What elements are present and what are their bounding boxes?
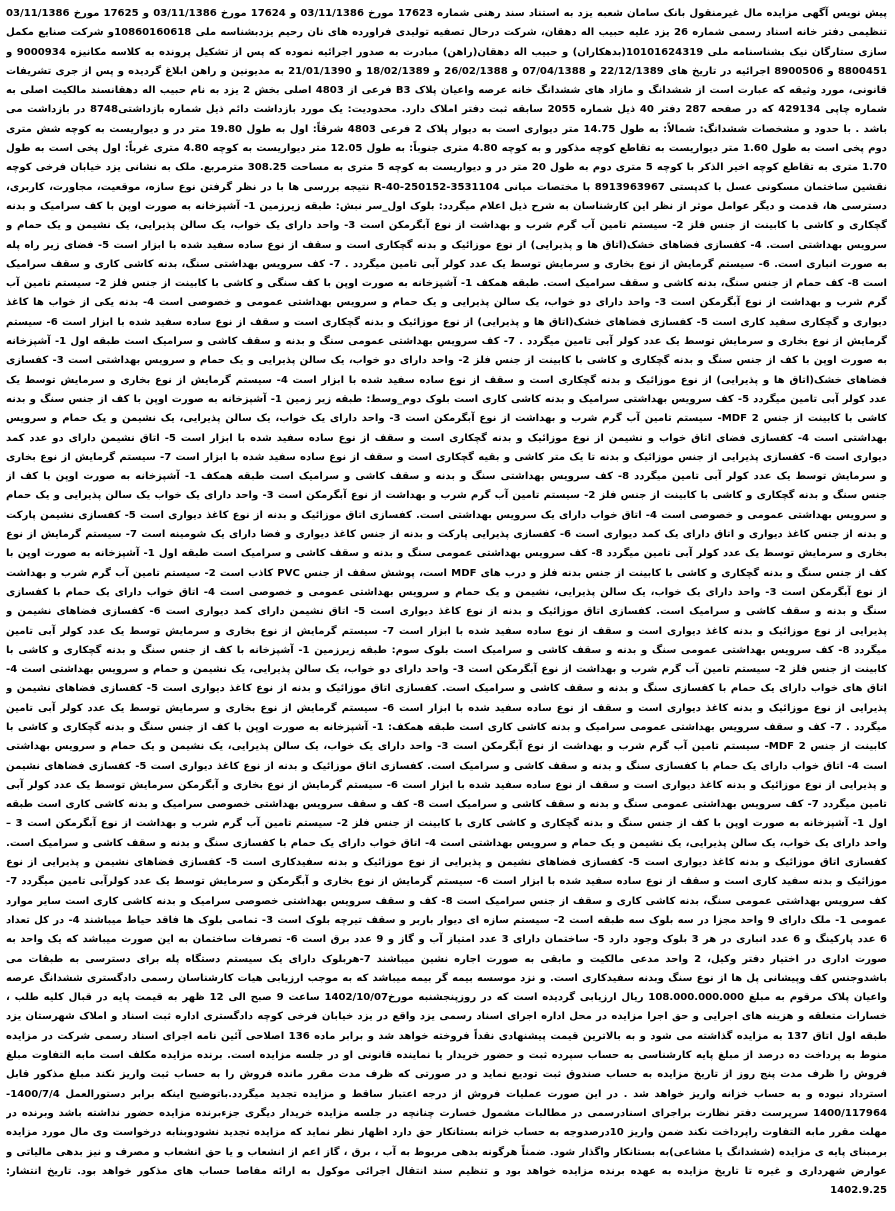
notice-body: پیش نویس آگهی مزایده مال غیرمنقول بانک سامان شعبه یزد به استناد سند رهنی شماره 17623 مورخ 03/11/1386 و 17624 مورخ 03/11/1386 و 17625 مورخ 03/11/1386 تنظیمی دفتر خانه اسناد رسمی شماره 26 یزد علیه حبیب اله دهقان، شرکت درحال تصفیه تولیدی فراورده های نان رحیم یزدبشناسه ملی 10860160618و شرکت صنایع مکمل سازی ستارگان نیک بشناسنامه ملی 10101624319(بدهکاران) و حبیب اله دهقان(راهن) مبادرت به صدور اجرائیه نموده که پس از تشکیل پرونده به کلاسه مکانیزه 9000934 و 8800451 و 8900506 اجرائیه در تاریخ های 22/12/1389 و 07/04/1388 و 26/02/1388 و 18/02/1389 و 21/01/1390 به مدیونین و راهن ابلاغ گردیده و پس از جری تشریفات قانونی، مورد وثیقه که عبارت است از ششدانگ و مازاد های ششدانگ خانه عرصه واعیان پلاک B3 فرعی از 4803 اصلی بخش 2 یزد به نام حبیب اله دهقانسند مالکیت اصلی به شماره چاپی 429134 که در صفحه 287 دفتر 40 ذیل شماره 2055 سابقه ثبت دفتر املاک دارد. محدودیت: یک مورد بازداشت دائم ذیل شماره بازداشتی8748 در بازداشت می باشد . با حدود و مشخصات ششدانگ: شمالاً: به طول 14.75 متر دیواری است به دیوار پلاک 2 فرعی 4803 شرقاً: اول به طول 19.80 متر در و دیواریست به کوچه شش متری دوم پخی است به طول 1.60 متر دیواریست به تقاطع کوچه مذکور و به کوچه 4.80 متری جنوباً: به طول 12.05 متر دیواریست به کوچه 4.80 متری غرباً: اول پخی است به طول 1.70 متری به تقاطع کوچه اخیر الذکر با کوچه 5 متری دوم به طول 20 متر در و دیواریست به کوچه 5 متری به مساحت 308.25 مترمربع. ملک به نشانی یزد خیابان فرخی کوچه نقشین ساختمان مسکونی عسل با کدپستی 8913963967 با مختصات میانی 3531104-250152-R-40 نتیجه بررسی ها با در نظر گرفتن نوع سازه، موقعیت، مجاورت، کاربری، دسترسی ها، قدمت و دیگر عوامل موثر از نظر این کارشناسان به شرح ذیل اعلام میگردد: بلوک اول_سر نبش: طبقه زیرزمین 1- آشپزخانه به صورت اوپن با کف سرامیک و بدنه گچکاری و کاشی با کابینت از جنس فلز 2- سیستم تامین آب گرم شرب و بهداشت از نوع آبگرمکن است 3- واحد دارای یک خواب، یک سالن پذیرایی، یک نشیمن و یک حمام و سرویس بهداشتی است. 4- کفسازی فضاهای خشک(اتاق ها و پذیرایی) از نوع موزائیک و بدنه گچکاری است و سقف از نوع ساده سفید شده با ابزار است 5- فضای زیر راه پله به صورت انباری است. 6- سیستم گرمایش از نوع بخاری و سرمایش توسط یک عدد کولر آبی تامین میگردد . 7- کف سرویس بهداشتی سنگ، بدنه کاشی کاری و سقف سرامیک است 8- کف حمام از جنس سنگ، بدنه کاشی و سقف سرامیک است. طبقه همکف 1- آشپزخانه به صورت اوپن با کف سنگی و کاشی با کابینت از جنس فلز 2- سیستم تامین آب گرم شرب و بهداشت از نوع آبگرمکن است 3- واحد دارای دو خواب، یک سالن پذیرایی و یک حمام و سرویس بهداشتی عمومی و خصوصی است 4- بدنه یکی از خواب ها کاغذ دیواری و گچکاری سفید کاری است 5- کفسازی فضاهای خشک(اتاق ها و پذیرایی) از نوع موزائیک و بدنه گچکاری است و سقف از نوع ساده سفید شده با ابزار است 6- سیستم گرمایش از نوع بخاری و سرمایش توسط یک عدد کولر آبی تامین میگردد . 7- کف سرویس بهداشتی عمومی سنگ و بدنه و سقف کاشی و سرامیک است طبقه اول 1- آشپزخانه به صورت اوپن با کف از جنس سنگ و بدنه گچکاری و کاشی با کابینت از جنس فلز 2- واحد دارای دو خواب، یک سالن پذیرایی و یک حمام و سرویس بهداشتی است 3- کفسازی فضاهای خشک(اتاق ها و پذیرایی) از نوع موزائیک و بدنه گچکاری است و سقف از نوع ساده سفید شده با ابزار است 4- سیستم گرمایش از نوع بخاری و سرمایش توسط یک عدد کولر آبی تامین میگردد 5- کف سرویس بهداشتی سرامیک و بدنه کاشی کاری است بلوک دوم_وسط: طبقه زیر زمین 1- آشپزخانه به صورت اوپن با کف از جنس سنگ و بدنه کاشی با کابینت از جنس MDF 2- سیستم تامین آب گرم شرب و بهداشت از نوع آبگرمکن است 3- واحد دارای یک خواب، یک سالن پذیرایی، یک نشیمن و یک حمام و سرویس بهداشتی است 4- کفسازی فضای اتاق خواب و نشیمن از نوع موزائیک و بدنه گچکاری است و سقف از نوع ساده سفید شده با ابزار است 5- اتاق نشیمن دارای دو عدد کمد دیواری است 6- کفسازی پذیرایی از جنس موزائیک و بدنه تا یک متر کاشی و بقیه گچکاری است و سقف از نوع ساده سفید شده با ابزار است 7- سیستم گرمایش از نوع بخاری و سرمایش توسط یک عدد کولر آبی تامین میگردد 8- کف سرویس بهداشتی سنگ و بدنه و سقف کاشی و سرامیک است طبقه همکف 1- آشپزخانه به صورت اوپن با کف از جنس سنگ و بدنه گچکاری و کاشی با کابینت از جنس فلز 2- سیستم تامین آب گرم شرب و بهداشت از نوع آبگرمکن است 3- واحد دارای یک خواب یک سالن پذیرایی و یک حمام و سرویس بهداشتی عمومی و خصوصی است 4- اتاق خواب دارای یک سرویس بهداشتی است. کفسازی اتاق موزائیک و بدنه از نوع کاغذ دیواری است 5- کفسازی نشیمن پارکت و بدنه از جنس کاغذ دیواری و اتاق دارای یک کمد دیواری است 6- کفسازی پذیرایی پارکت و بدنه از جنس کاغذ دیواری و فضا دارای یک شومینه است 7- سیستم گرمایش از نوع بخاری و سرمایش توسط یک عدد کولر آبی تامین میگردد 8- کف سرویس بهداشتی عمومی سنگ و بدنه و سقف کاشی و سرامیک است طبقه اول 1- آشپزخانه به صورت اوپن با کف از جنس سنگ و بدنه گچکاری و کاشی با کابینت از جنس بدنه فلز و درب های MDF است، پوشش سقف از جنس PVC کاذب است 2- سیستم تامین آب گرم شرب و بهداشت از نوع آبگرمکن است 3- واحد دارای یک خواب، یک سالن پذیرایی، نشیمن و یک حمام و سرویس بهداشتی عمومی و خصوصی است 4- اتاق خواب دارای یک حمام با کفسازی سنگ و بدنه و سقف کاشی و سرامیک است. کفسازی اتاق موزائیک و بدنه از نوع کاغذ دیواری است 5- اتاق نشیمن دارای کمد دیواری است 6- کفسازی فضاهای نشیمن و پذیرایی از نوع موزائیک و بدنه کاغذ دیواری است و سقف از نوع ساده سفید شده با ابزار است 7- سیستم گرمایش از نوع بخاری و سرمایش توسط یک عدد کولر آبی تامین میگردد 8- کف سرویس بهداشتی عمومی سنگ و بدنه و سقف کاشی و سرامیک است بلوک سوم: طبقه زیرزمین 1- آشپزخانه با کف از جنس سنگ و بدنه گچکاری و کاشی با کابینت از جنس فلز 2- سیستم تامین آب گرم شرب و بهداشت از نوع آبگرمکن است 3- واحد دارای دو خواب، یک سالن پذیرایی، یک نشیمن و حمام و سرویس بهداشتی است 4- اتاق های خواب دارای یک حمام با کفسازی سنگ و بدنه و سقف کاشی و سرامیک است. کفسازی اتاق موزائیک و بدنه از نوع کاغذ دیواری است 5- کفسازی فضاهای نشیمن و پذیرایی از نوع موزائیک و بدنه کاغذ دیواری است و سقف از نوع ساده سفید شده با ابزار است 6- سیستم گرمایش از نوع بخاری و سرمایش توسط یک عدد کولر آبی تامین میگردد . 7- کف و سقف سرویس بهداشتی عمومی سرامیک و بدنه کاشی کاری است طبقه همکف: 1- آشپزخانه به صورت اوپن با کف از جنس سنگ و بدنه گچکاری و کاشی با کابینت از جنس MDF 2- سیستم تامین آب گرم شرب و بهداشت از نوع آبگرمکن است 3- واحد دارای یک خواب، یک سالن پذیرایی، یک نشیمن و یک حمام و سرویس بهداشتی است 4- اتاق خواب دارای یک حمام با کفسازی سنگ و بدنه و سقف کاشی و سرامیک است. کفسازی اتاق موزائیک و بدنه از نوع کاغذ دیواری است 5- کفسازی فضاهای نشیمن و پذیرایی از نوع موزائیک و بدنه کاغذ دیواری است و سقف از نوع ساده سفید شده با ابزار است 6- سیستم گرمایش از نوع بخاری و آبگرمکن سرمایش توسط یک عدد کولر آبی تامین میگردد 7- کف سرویس بهداشتی عمومی سنگ و بدنه و سقف کاشی و سرامیک است 8- کف و سقف سرویس بهداشتی خصوصی سرامیک و بدنه کاشی کاری است طبقه اول 1- آشپزخانه به صورت اوپن با کف از جنس سنگ و بدنه گچکاری و کاشی کاری با کابینت از جنس فلز 2- سیستم تامین آب گرم شرب و بهداشت از نوع آبگرمکن است 3 – واحد دارای یک خواب، یک سالن پذیرایی، یک نشیمن و یک حمام و سرویس بهداشتی است 4- اتاق خواب دارای یک حمام با کفسازی سنگ و بدنه و سقف کاشی و سرامیک است. کفسازی اتاق موزائیک و بدنه کاغذ دیواری است 5- کفسازی فضاهای نشیمن و پذیرایی از نوع موزائیک و بدنه سفیدکاری است 5- کفسازی فضاهای نشیمن و پذیرایی از نوع موزائیک و بدنه سفید کاری است و سقف از نوع ساده سفید شده با ابزار است 6- سیستم گرمایش از نوع بخاری و آبگرمکن و سرمایش توسط یک عدد کولرآبی تامین میگردد 7- کف سرویس بهداشتی عمومی سنگ، بدنه کاشی کاری و سقف از جنس سرامیک است 8- کف و سقف سرویس بهداشتی خصوصی سرامیک و بدنه کاشی کاری است سایر موارد عمومی 1- ملک دارای 9 واحد مجزا در سه بلوک سه طبقه است 2- سیستم سازه ای دیوار باربر و سقف تیرچه بلوک است 3- تمامی بلوک ها فاقد حیاط میباشند 4- در کل تعداد 6 عدد پارکینگ و 6 عدد انباری در هر 3 بلوک وجود دارد 5- ساختمان دارای 3 عدد امتیاز آب و گاز و 9 عدد برق است 6- تصرفات ساختمان به این صورت میباشد که یک واحد به صورت اداری در اختیار دفتر وکیل، 2 واحد مدعی مالکیت و مابقی به صورت اجاره نشین میباشند 7-هربلوک دارای یک سیستم دستگاه پله برای دسترسی به طبقات می باشدوجنس کف وپیشانی پل ها از نوع سنگ وبدنه سفیدکاری است. و نزد موسسه بیمه گر بیمه میباشد که به موجب ارزیابی هیات کارشناسان رسمی دادگستری ششدانگ عرصه واعیان پلاک مرقوم به مبلغ 108.000.000.000 ریال ارزیابی گردیده است که در روزپنجشنبه مورخ1402/10/07 ساعت 9 صبح الی 12 ظهر به قیمت پایه در قبال کلیه طلب ، خسارات متعلقه و هزینه های اجرایی و حق اجرا مزایده در محل اداره اجرای اسناد رسمی یزد واقع در یزد خیابان فرخی کوچه دادگستری اداره ثبت اسناد و املاک شهرستان یزد طبقه اول اتاق 137 به مزایده گذاشته می شود و به بالاترین قیمت پیشنهادی نقداً فروخته خواهد شد و برابر ماده 136 اصلاحی آئین نامه اجرای اسناد رسمی شرکت در مزایده منوط به پرداخت ده درصد از مبلغ پایه کارشناسی به حساب سپرده ثبت و حضور خریدار یا نماینده قانونی او در جلسه مزایده است. برنده مزایده مکلف است مابه التفاوت مبلغ فروش را ظرف مدت پنج روز از تاریخ مزایده به حساب صندوق ثبت تودیع نماید و در صورتی که ظرف مدت مقرر مانده فروش را به حساب ثبت واریز نکند مبلغ مذکور قابل استرداد نبوده و به حساب خزانه واریز خواهد شد . در این صورت عملیات فروش از درجه اعتبار ساقط و مزایده تجدید میگردد.باتوضیح اینکه برابر دستورالعمل 1400/7/4-1400/117964 سرپرست دفتر نظارت براجرای اسنادرسمی در مطالبات مشمول خسارت چنانچه در جلسه مزایده خریدار دیگری جزءبرنده مزایده حضور نداشته باشد وبرنده در مهلت مقرر مابه التفاوت راپرداخت نکند ضمن واریز 10درصدوجه به حساب خزانه بستانکار حق دارد اظهار نظر نماید که مزایده تجدید نشودوبنابه درخواست وی مال مورد مزایده برمبنای پایه ی مزایده (ششدانگ یا مشاعی)به بستانکار واگذار شود. ضمناً هرگونه بدهی مربوط به آب ، برق ، گاز اعم از انشعاب و یا حق انشعاب و مصرف و نیز بدهی مالیاتی و عوارض شهرداری و غیره تا تاریخ مزایده به عهده برنده مزایده خواهد بود و تنظیم سند انتقال اجرائی موکول به ارائه مفاصا حساب های مذکور خواهد بود.: [6, 8, 887, 1177]
publication-date-label: تاریخ انتشار:: [6, 1165, 72, 1177]
auction-notice-text: [6, 4, 887, 1205]
publication-date-value: 1402.9.25: [830, 1185, 887, 1197]
